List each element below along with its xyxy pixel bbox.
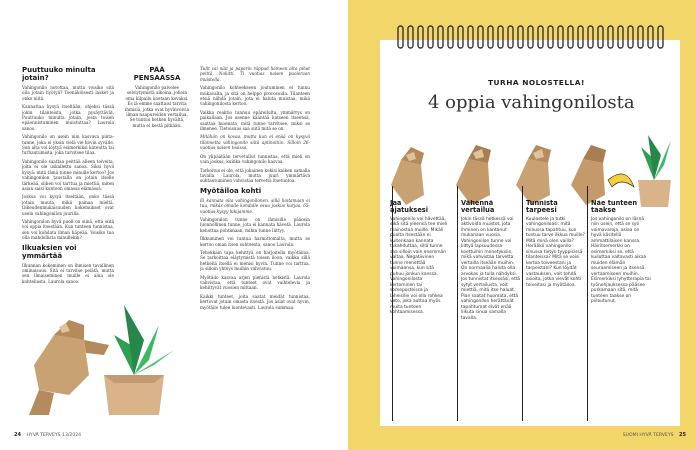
column-divider [522, 186, 523, 421]
monkey-leg-shape [29, 390, 54, 415]
paragraph: Kannattaa kysyä itseltään, ohjeksi tässä jokin tilanteista, jotka pysäyttävät. Puuttuuko minulta jotain, josta toisen epäonnistuminen muistuttaa? Laurola sanoo. [22, 104, 114, 131]
tip-heading-line: Jaa [390, 200, 402, 207]
sidebar-paragraph: Vahingonilo palvelee selviytymistä aikoina, jolloin oma kilpailu koetaan kovaksi. Es iä emme saattaisi tarvita ihmisiä, jotka ovat hyvinvoivia ilman naapureiden vertailua. Se tuntuu hetken hyvältä, mutta ei kestä pitkään. [124, 85, 190, 128]
sidebar-heading-line: PÄÄ [149, 66, 165, 74]
paragraph: Ilkkuminen voi tuntua harmittomalta, mutta se kertoo oman itsen suhteesta, sanoo Laurola. [200, 236, 310, 247]
quote-paragraph: Mitähän on kovaa, mutta kun ei enää on kysyvä tilannetta vahingonilo siitä aptinoitiin. Silloin 26-vuotias naisen tosissa. [200, 134, 310, 151]
tip-column-1 [390, 200, 448, 318]
page-number: 24 [14, 432, 21, 438]
paragraph: Vahingonilon tunne on ihmisille pääosin luonnollinen tunne, jota ei kannata hävetä. Laurola kehottaa pohtimaan, mihin tunne liittyy. [200, 216, 310, 233]
tip-body: Jos vahingonilo on läsnä niin usein, että se syö voimavaroja, asiaa on hyvä käsitellä ammattilaisen kanssa. Häiritsemerkki on esimerkiksi se, että kuiluttaa valtavasti aikaa muiden elämän seuraamiseen ja itsensä vertaamiseen muihin. Esimerkiksi lyhytterapia tai työnohjauksessa pääsee purkamaan sitä, mitä tunteen taakse on piiloutunut. [591, 216, 651, 305]
paragraph: Myötäilo kasvaa arjen pienistä hetkistä. Laurola vahvistaa, että tunteet ovat vaihtelevia ja kehittyvät vuosien mittaan. [200, 274, 310, 291]
quote-paragraph: Tulit vai näit ja paperin räppud hameen alta pihat peittä. Nokitti. Ti vuotias naisen puoleraan muistella. [200, 66, 310, 82]
section-heading: Myötäiloa kohti [200, 186, 262, 195]
paragraph: Tehokkain tapa kehittyä on harjoitella myötäiloa. Se tarkoittaa eläytymistä toisen iloon, vaikka sillä hetkellä itsellä ei menisi hyvin. Tunne voi tarttua, ja silloin yhteys muihin vahvistuu. [200, 249, 310, 272]
sidebar-heading-line: PENSAASSA [133, 74, 181, 82]
sidebar-heading [124, 66, 190, 82]
paragraph: Joskus voi kysyä itseltään, onko tässä jotain muuta, mikä painaa mieltä. Oikeudenmukaisuuden kokemukset ovat usein vahingonilon juurilla. [22, 194, 114, 216]
tip-body: Jokin tässä hetkessä voi aktivoida muistot, jota ihminen on kantanut mukanaan vuosia. Vahingonilon tunne voi liittyä lapsuudessa koettuihin menetyksiin, mikä vahvistaa tarvetta vertailla itseään muihin. On normaalia haluta olla arvokas ja tulla nähdyksi. Jos tunnistat itsessäsi, että sytyt vertailusta, voit miettiä, mitä itse haluat. Pian saatat huomata, että vahingonilon herättävät tapahtumat eivät enää liikuta sinua samalla tavalla. [461, 216, 521, 321]
paragraph: Vaikka reaktio tunnuu epäreilulta, ymmärrys on paikallaan. Jos asenne kääntää katseen itseensä, saattaa huomata, mitä tunne tarvitsee, miksi se ilmenee. Tietoisuus saa siitä mitä se on. [200, 109, 310, 132]
tip-body: Vahingonilo voi hävettää, eikä sitä yleensä tee mieli mainostaa muille. Mikäli puolta itsestään ei kuitenkaan kannata tukahduttaa, sillä tunne saa silloin vain enemmän valtaa. Negatiivinen tunne menettää voimaansa, kun sitä puhuu jonkun kanssa. Vahingonilosta kertominen tai someposteissa ja läheisille voi olla rohkea veto, joka auttaa myös muita tunteen kohtaamisessa. [390, 216, 448, 316]
paragraph: Vahingonilo on usein niin kasvava pinta-tunne, joka ei yksin vielä vie kovin syvälle. Sen alta voi löytyä esimerkiksi kateutta tai turhautumista, joka tarvitsee tilaa. [22, 134, 114, 156]
magazine-issue: HYVÄ TERVEYS 13/2024 [26, 433, 82, 438]
spiral-binding-icon [380, 18, 680, 54]
tip-column-2 [461, 200, 521, 323]
quote-paragraph: El kannata olla vahingonilonen, sillä hoitamaan ei tuu, mikäs omalle kohdalle osuu joskus kurjaa, 65-vuotias kysyy lukijamme. [200, 197, 310, 214]
monkey-arm-shape [84, 340, 109, 355]
page-number: 25 [679, 432, 686, 438]
column-divider [587, 186, 588, 421]
paragraph: Vahingonilo kohteekseen joutuminen ei tunnu mukavalta, ja sitä on helppo provosoida. Tilanteen etsiä nähdä jotain, jota ei haluta muistaa, mikä vahingonilosta kertoo. [200, 85, 310, 107]
sidebar-box [124, 66, 190, 176]
tip-heading-line: ajatuksesi [390, 206, 428, 215]
monkey-body-shape [34, 335, 89, 395]
paragraph: Vahingonilo saattaa peittää alleen toiveita, joita ei ole uskallettu sanoa. Siksi hyvä kysyä: mitä tämä tunne minulle kertoo? Jos vahingonilon taustalla on jotain itselle tärkeää, siihen voi tarttua ja miettiä, miten asian saisi kuntoon omassa elämässä. [22, 158, 114, 191]
article-title: 4 oppia vahingonilosta [428, 92, 635, 113]
tip-heading-line: Vähennä [461, 200, 494, 207]
tip-heading-line: Näe tunteen [591, 200, 638, 207]
magazine-issue: SUOMI HYVÄ TERVEYS [622, 433, 674, 438]
column-divider [457, 186, 458, 421]
kicker-label: TURHA NOLOSTELLA! [488, 78, 585, 87]
section-heading: Ilkuaksien voi ymmärtää [22, 243, 77, 260]
left-column-1 [22, 66, 114, 296]
left-column-3 [200, 66, 310, 416]
tip-heading [390, 200, 448, 215]
page-footer-left [14, 432, 81, 438]
tip-heading-line: taakse [591, 206, 616, 215]
tip-heading [526, 200, 586, 215]
paragraph: On ylipäätään tervetullut tunnistaa, että mieli on vain joskus, kuinka vahingonilo kasvaa. [200, 153, 310, 165]
tip-heading-line: vertailua [461, 206, 495, 215]
tip-heading-line: tarpeesi [526, 206, 557, 215]
tip-heading [461, 200, 521, 215]
paragraph: Vahingonilon hyvä puoli on siinä, että siitä voi oppia itsestään. Kun tunteen tunnistaa, sen voi kohdata ilman häpeää. Voisiko tuo olla mahdollista minullekin? [22, 218, 114, 241]
tip-heading-line: Tunnista [526, 200, 558, 207]
paragraph: Tarkoitus ei ole, että jokainen kokisi kaiken samalla tavalla. Laurola, mutta juuri ymmärtävä suhtautuminen vahvistaa tervettä itsetuntoa. [200, 167, 310, 184]
tip-column-4 [591, 200, 651, 307]
tip-column-3 [526, 200, 586, 290]
tip-body: Kuulostele ja tutki vahingoniloasi: mitä minussa tapahtuu, kun tuntuu tarve ilkkua muille? Mitä minä olen vailla? Herääkö vahingonilo sinussa tietyn tyyppisissä tilanteissa? Mitä se voisi kertoa toiveestani ja tarpeistani? Kun löydät vastauksen, voit tehdä asioita, jotka vievät kohti toiveitasi ja myötäiloa. [526, 216, 585, 288]
origami-monkey-plant-illustration [14, 262, 194, 425]
paragraph: Ilkunnan kokeminen on ihmisen tavallinen ominaisuus. Sitä ei tarvitse pelätä, mutta sen ilmaiseminen muille ei aina ole kohteliasta. Laurola sanoo. [22, 262, 114, 284]
right-page [348, 0, 696, 450]
page-footer-right [623, 432, 686, 438]
paragraph: Kaikki tunteet, joita saatat meidät tunnistaa, kertovat jotain omasta itsestä. Jos asiat ovat hyvin, myötäilo tulee luontevasti. Laurola summaa. [200, 293, 310, 310]
paragraph: Vahingonilo notottaa, mutta voisiko sitä olla jotain hyötyä? Toenäköisesti lasket ja onko niitä. [22, 85, 114, 101]
pot-rim-shape [104, 375, 164, 383]
section-heading: Puuttuuko minulta jotain? [22, 66, 96, 82]
tip-heading [591, 200, 651, 215]
